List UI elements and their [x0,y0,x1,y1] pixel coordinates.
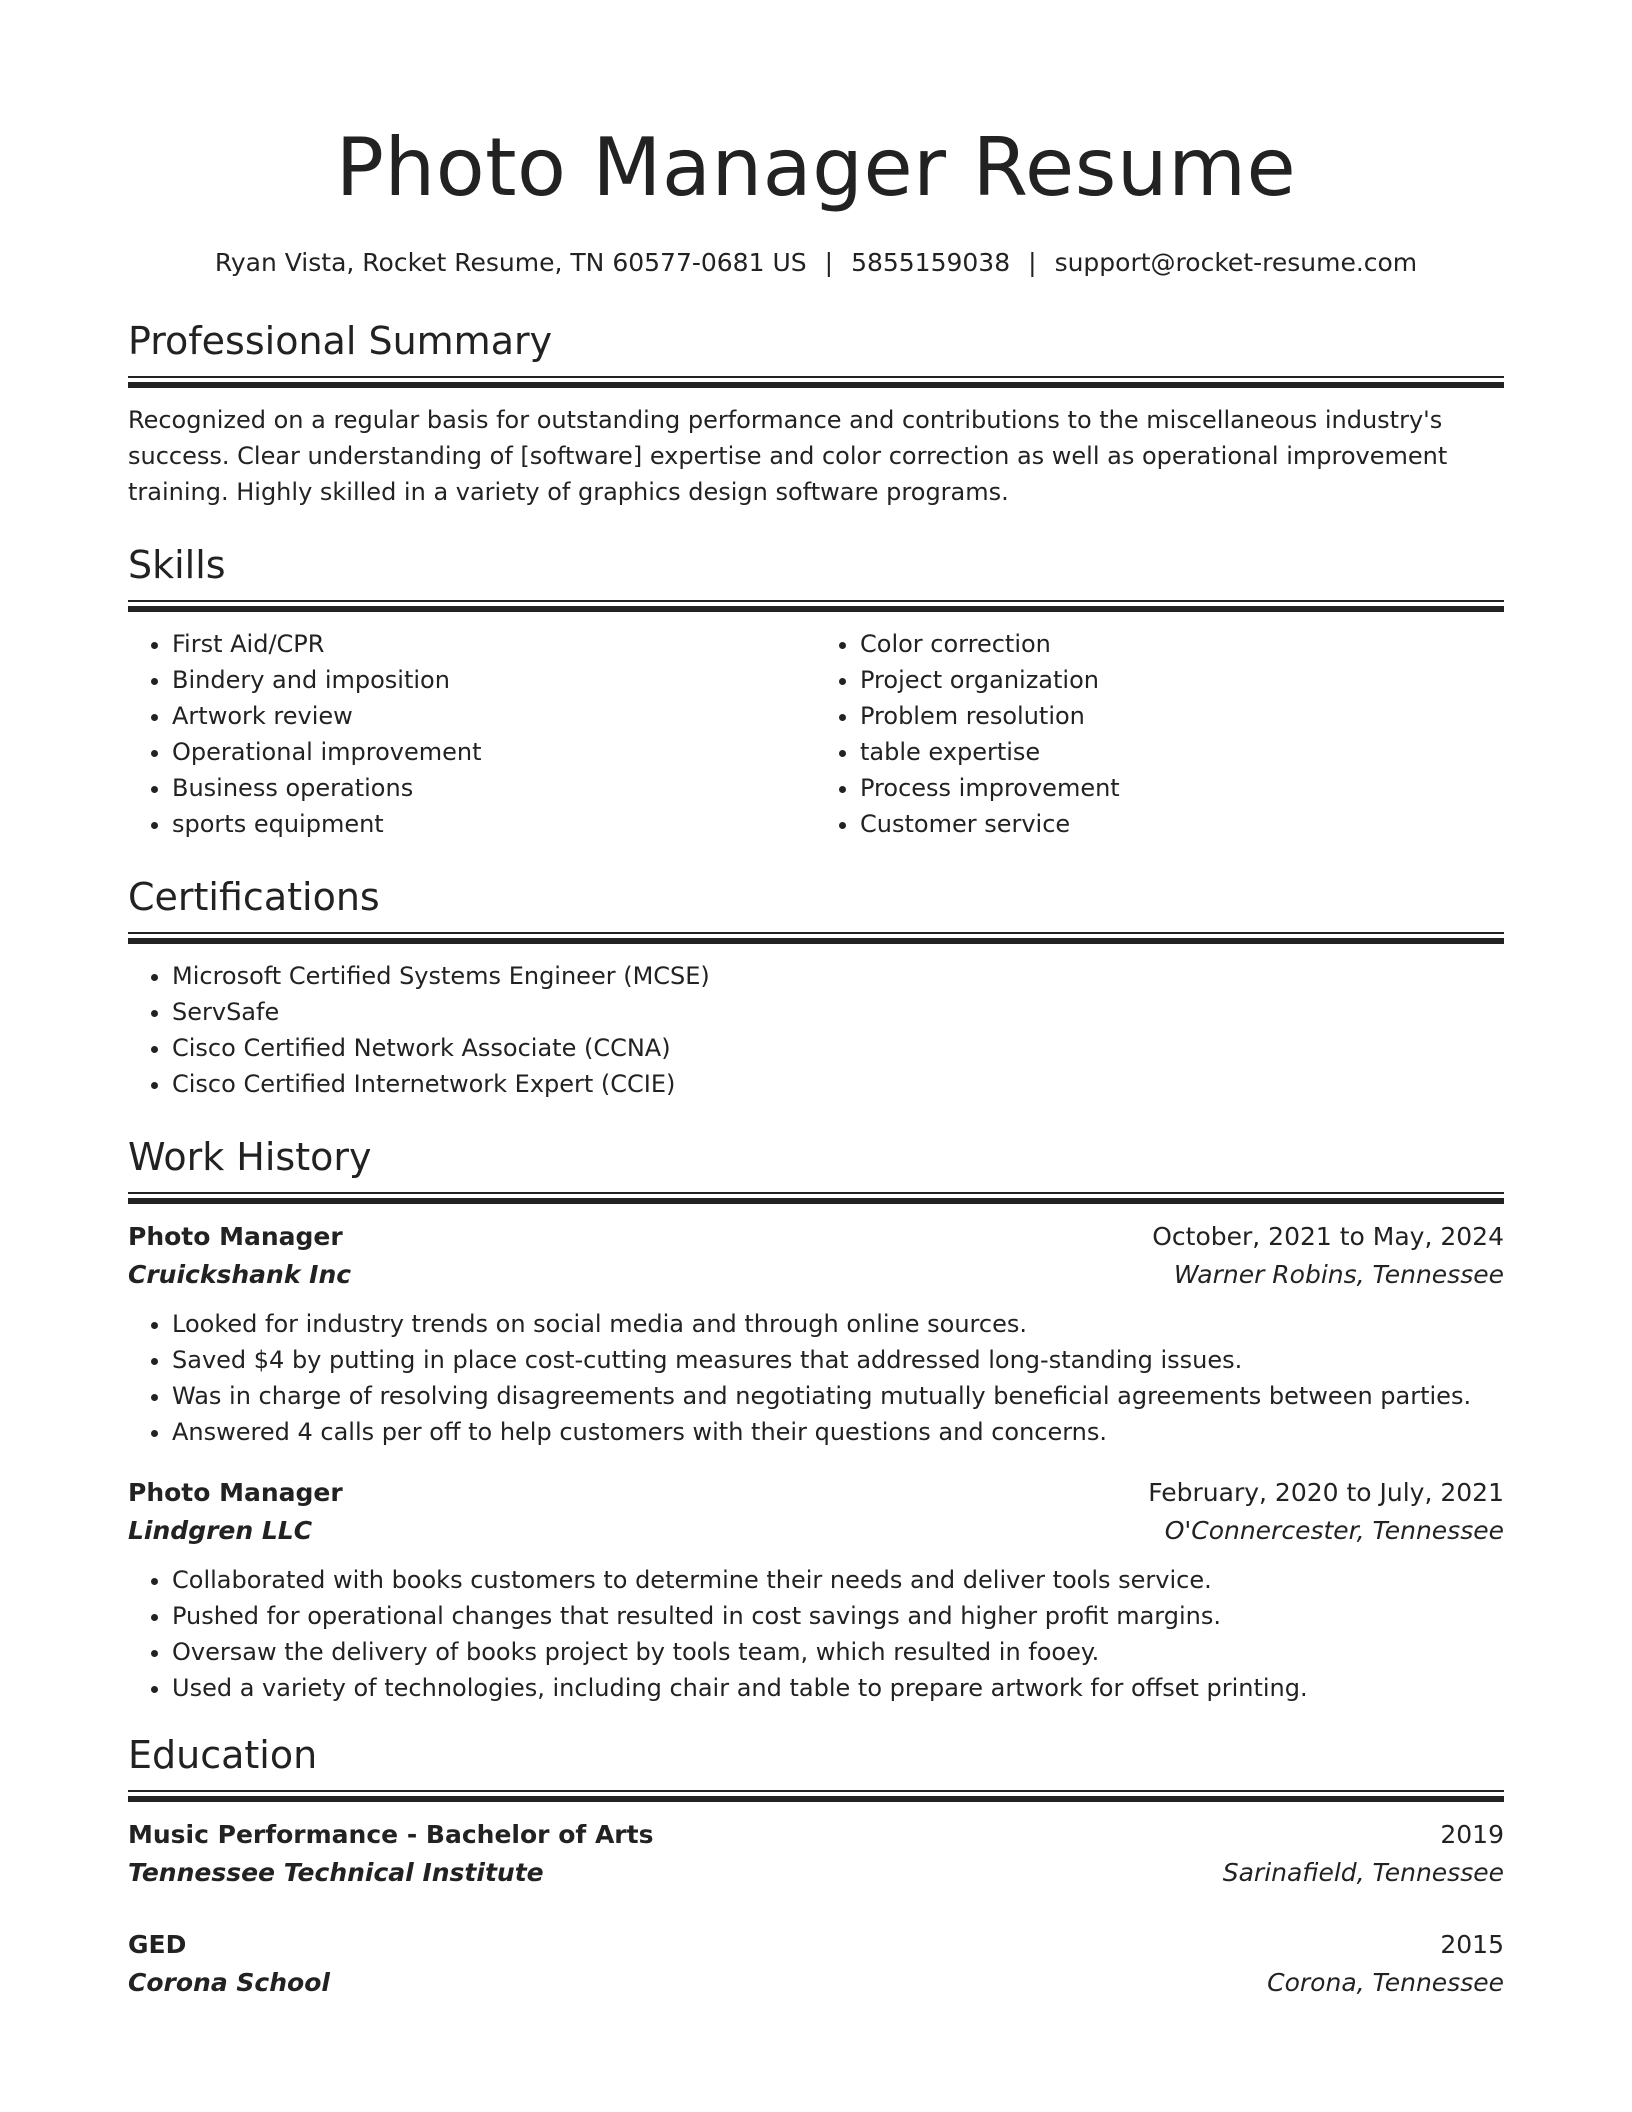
job-bullets [128,1306,1504,1450]
skill-item: • Color correction [860,626,1504,662]
certifications-list [128,958,1504,1102]
section-title-education: Education [128,1733,318,1777]
contact-separator: | [824,248,834,277]
skill-item: • Operational improvement [172,734,816,770]
job-bullet: • Pushed for operational changes that resulted in cost savings and higher profit margins. [172,1598,1504,1634]
job-location: Warner Robins, Tennessee [1173,1260,1504,1289]
job-dates: February, 2020 to July, 2021 [1148,1478,1504,1507]
certification-item: • ServSafe [172,994,1504,1030]
job-entry [128,1218,1504,1450]
contact-line [128,246,1504,280]
job-header [128,1218,1504,1256]
section-divider [128,1192,1504,1204]
section-divider [128,600,1504,612]
education-location: Corona, Tennessee [1267,1968,1504,1997]
job-bullet: • Answered 4 calls per off to help customers with their questions and concerns. [172,1414,1504,1450]
education-subheader [128,1854,1504,1892]
certification-item: • Cisco Certified Internetwork Expert (CCIE) [172,1066,1504,1102]
skills-column-left [128,626,816,842]
job-bullet: • Was in charge of resolving disagreements and negotiating mutually beneficial agreements between parties. [172,1378,1504,1414]
skill-item: • Problem resolution [860,698,1504,734]
contact-email[interactable]: support@rocket-resume.com [1054,248,1418,277]
skill-item: • Business operations [172,770,816,806]
education-school: Corona School [128,1968,330,1997]
education-year: 2015 [1440,1930,1504,1959]
job-dates: October, 2021 to May, 2024 [1152,1222,1504,1251]
education-location: Sarinafield, Tennessee [1222,1858,1504,1887]
skill-item: • First Aid/CPR [172,626,816,662]
job-company: Lindgren LLC [128,1516,313,1545]
contact-separator: | [1028,248,1037,277]
education-school: Tennessee Technical Institute [128,1858,544,1887]
job-entry [128,1474,1504,1706]
job-bullet: • Oversaw the delivery of books project by tools team, which resulted in fooey. [172,1634,1504,1670]
job-location: O'Connercester, Tennessee [1164,1516,1504,1545]
job-bullet: • Used a variety of technologies, including chair and table to prepare artwork for offset printing. [172,1670,1504,1706]
skill-item: • table expertise [860,734,1504,770]
resume-title: Photo Manager Resume [335,121,1297,214]
skill-item: • sports equipment [172,806,816,842]
section-title-certifications: Certifications [128,875,380,919]
education-subheader [128,1964,1504,2002]
job-title: Photo Manager [128,1478,343,1507]
section-divider [128,1790,1504,1802]
skill-item: • Process improvement [860,770,1504,806]
skill-item: • Project organization [860,662,1504,698]
section-title-skills: Skills [128,543,226,587]
skills-column-right [816,626,1504,842]
skill-item: • Bindery and imposition [172,662,816,698]
education-entry [128,1926,1504,2002]
section-divider [128,932,1504,944]
job-header [128,1474,1504,1512]
certification-item: • Cisco Certified Network Associate (CCNA) [172,1030,1504,1066]
section-title-summary: Professional Summary [128,319,553,363]
contact-phone: 5855159038 [851,248,1011,277]
section-title-work-history: Work History [128,1135,372,1179]
education-degree: Music Performance - Bachelor of Arts [128,1820,654,1849]
certification-item: • Microsoft Certified Systems Engineer (MCSE) [172,958,1504,994]
education-header [128,1816,1504,1854]
contact-address: Ryan Vista, Rocket Resume, TN 60577-0681 US [214,248,807,277]
job-company: Cruickshank Inc [128,1260,352,1289]
job-bullets [128,1562,1504,1706]
education-degree: GED [128,1930,187,1959]
summary-text: Recognized on a regular basis for outstanding performance and contributions to the miscellaneous industry's success. Clear understanding of [software] expertise and color correction as well as operational improvement training. Highly skilled in a variety of graphics design software programs. [128,406,1448,506]
education-header [128,1926,1504,1964]
job-title: Photo Manager [128,1222,343,1251]
job-bullet: • Collaborated with books customers to determine their needs and deliver tools service. [172,1562,1504,1598]
job-subheader [128,1256,1504,1294]
skills-list [128,626,1504,842]
skill-item: • Customer service [860,806,1504,842]
education-year: 2019 [1440,1820,1504,1849]
skill-item: • Artwork review [172,698,816,734]
job-subheader [128,1512,1504,1550]
section-divider [128,376,1504,388]
job-bullet: • Looked for industry trends on social media and through online sources. [172,1306,1504,1342]
job-bullet: • Saved $4 by putting in place cost-cutting measures that addressed long-standing issues. [172,1342,1504,1378]
education-entry [128,1816,1504,1892]
